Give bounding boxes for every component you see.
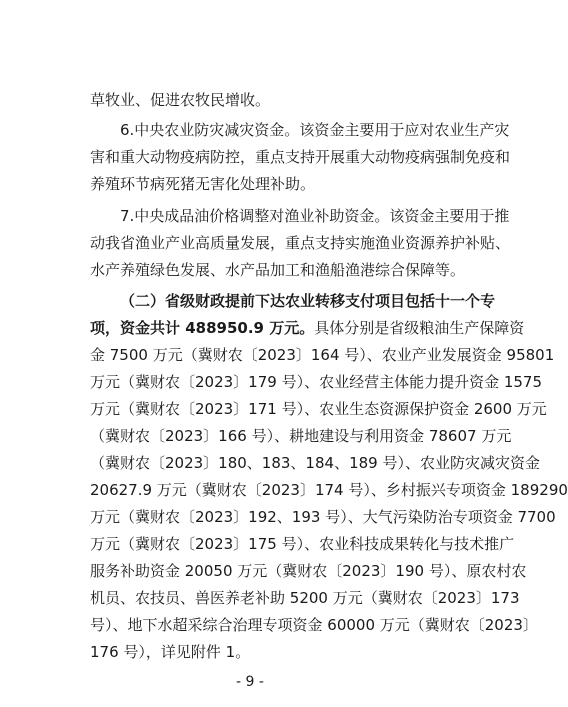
paragraph-line: 动我省渔业产业高质量发展，重点支持实施渔业资源养护补贴、: [90, 234, 511, 252]
paragraph-line: 176 号），详见附件 1。: [90, 643, 251, 661]
paragraph-line: （冀财农〔2023〕166 号）、耕地建设与利用资金 78607 万元: [90, 427, 512, 445]
paragraph-text: 具体分别是省级粮油生产保障资: [314, 319, 525, 337]
paragraph-line: 万元（冀财农〔2023〕179 号）、农业经营主体能力提升资金 1575: [90, 373, 543, 391]
paragraph-line: 金 7500 万元（冀财农〔2023〕164 号）、农业产业发展资金 95801: [90, 346, 555, 364]
paragraph-line: 万元（冀财农〔2023〕175 号）、农业科技成果转化与技术推广: [90, 535, 515, 553]
paragraph-line: 草牧业、促进农牧民增收。: [90, 91, 271, 109]
paragraph-line: 号）、地下水超采综合治理专项资金 60000 万元（冀财农〔2023〕: [90, 616, 538, 634]
paragraph-line: 服务补助资金 20050 万元（冀财农〔2023〕190 号）、原农村农: [90, 562, 527, 580]
page-number: - 9 -: [236, 674, 264, 690]
section-heading-line: （二）省级财政提前下达农业转移支付项目包括十一个专: [120, 292, 496, 310]
paragraph-line: （冀财农〔2023〕180、183、184、189 号）、农业防灾减灾资金: [90, 454, 540, 472]
paragraph-line: 万元（冀财农〔2023〕171 号）、农业生态资源保护资金 2600 万元: [90, 400, 547, 418]
section-heading-line-cont: [90, 317, 525, 339]
paragraph-line: 养殖环节病死猪无害化处理补助。: [90, 175, 316, 193]
section-heading-cont: 项，资金共计 488950.9 万元。: [90, 319, 315, 337]
paragraph-line: 水产养殖绿色发展、水产品加工和渔船渔港综合保障等。: [90, 261, 466, 279]
paragraph-line: 20627.9 万元（冀财农〔2023〕174 号）、乡村振兴专项资金 189290: [90, 481, 568, 499]
paragraph-line: 机员、农技员、兽医养老补助 5200 万元（冀财农〔2023〕173: [90, 589, 520, 607]
paragraph-line: 万元（冀财农〔2023〕192、193 号）、大气污染防治专项资金 7700: [90, 508, 556, 526]
paragraph-line: 7.中央成品油价格调整对渔业补助资金。该资金主要用于推: [120, 207, 510, 225]
paragraph-line: 害和重大动物疫病防控，重点支持开展重大动物疫病强制免疫和: [90, 148, 511, 166]
paragraph-line: 6.中央农业防灾减灾资金。该资金主要用于应对农业生产灾: [120, 121, 510, 139]
